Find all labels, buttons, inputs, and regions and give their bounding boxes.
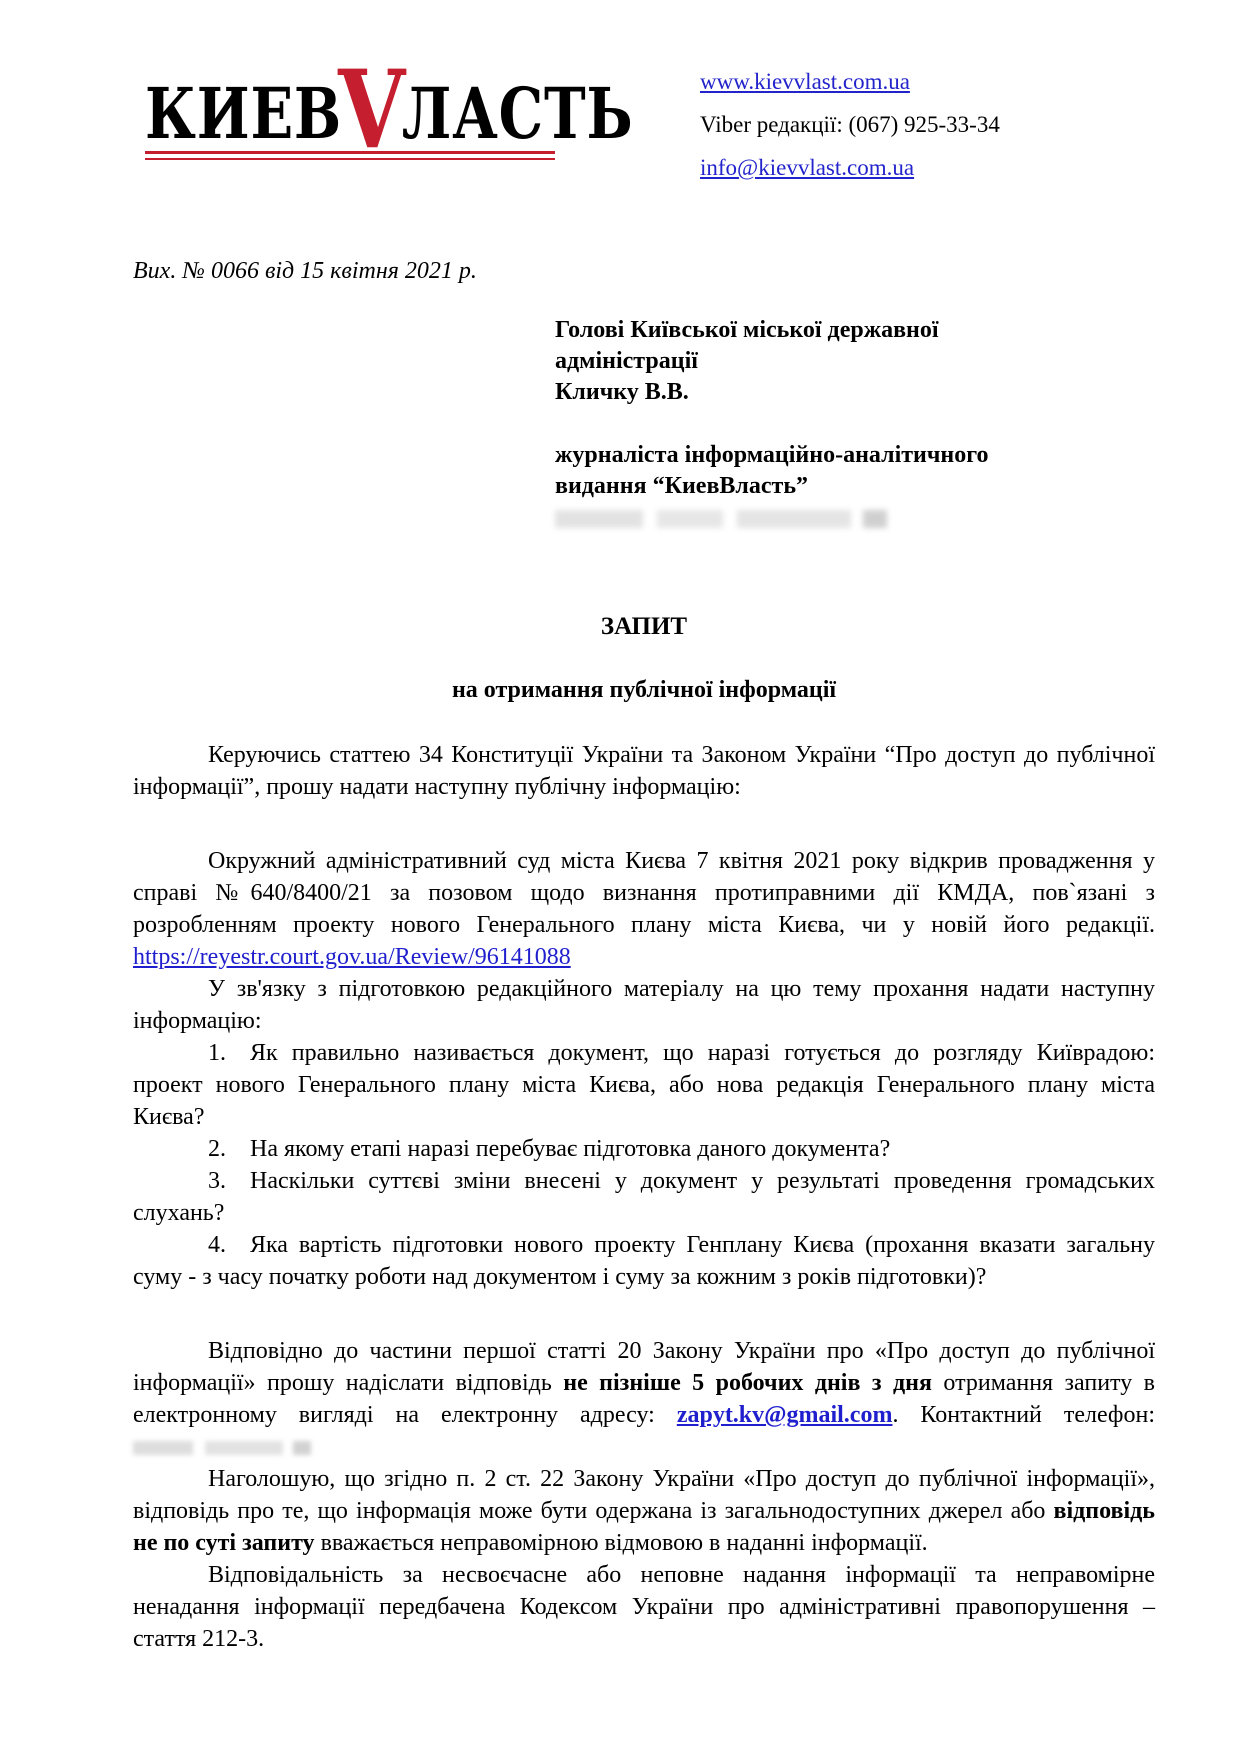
item-text: Наскільки суттєві зміни внесені у документ у результаті проведення громадських слухань? [133,1168,1155,1226]
improper-refusal-paragraph [133,1463,1155,1559]
outgoing-ref-line: Вих. № 0066 від 15 квітня 2021 р. [133,258,477,284]
addressee-to-line2: адміністрації [555,348,698,374]
item-number: 3. [208,1168,226,1194]
sender-role-line2: видання “КиевВласть” [555,473,809,499]
refusal-bold: відповідь не по суті запиту [133,1498,1155,1556]
court-case-text: Окружний адміністративний суд міста Києва 7 квітня 2021 року відкрив провадження у справі №640/8400/21 за позовом щодо визнання протиправними дії КМДА, пов`язані з розробленням проекту нового Генерального плану міста Києва, чи у новій його редакції. [133,848,1155,938]
addressee-gap [555,408,1155,440]
letterhead [0,0,1240,255]
response-email-link[interactable]: zapyt.kv@gmail.com [676,1402,893,1428]
response-deadline-paragraph [133,1335,1155,1463]
logo-part-last: ЛАСТЬ [401,72,634,155]
website-link[interactable]: www.kievvlast.com.ua [700,69,910,94]
question-item-1 [133,1037,1155,1133]
question-item-2 [133,1133,1155,1165]
court-case-paragraph [133,845,1155,973]
item-text: Як правильно називається документ, що наразі готується до розгляду Київрадою: проект нового Генерального плану міста Києва, або нова редакція Генерального плану міста Києва? [133,1040,1155,1130]
email-link[interactable]: info@kievvlast.com.ua [700,155,915,180]
deadline-text-1: Відповідно до частини першої статті 20 Закону України про «Про доступ до публічної інформації» прошу надіслати відповідь [133,1338,1155,1396]
document-subtitle: на отримання публічної інформації [451,677,837,703]
addressee-block [555,315,1155,528]
logo-wordmark [145,47,634,173]
court-register-link[interactable]: https://reyestr.court.gov.ua/Review/96141088 [133,944,571,970]
document-title: ЗАПИТ [600,613,688,640]
contact-block [700,60,1000,189]
question-item-3 [133,1165,1155,1229]
viber-phone-line: Viber редакції: (067) 925-33-34 [700,112,1000,137]
redacted-journalist-name [555,510,1035,528]
refusal-text-2: вважається неправомірною відмовою в наданні інформації. [314,1530,928,1556]
logo-red-v-icon: V [338,47,406,173]
item-text: Яка вартість підготовки нового проекту Генплану Києва (прохання вказати загальну суму - з часу початку роботи над документом і суму за кожним з років підготовки)? [133,1232,1155,1290]
refusal-text-1: Наголошую, що згідно п. 2 ст. 22 Закону України «Про доступ до публічної інформації», відповідь про те, що інформація може бути одержана із загальнодоступних джерел або [133,1466,1155,1524]
kievvlast-logo [145,47,634,173]
letter-content [133,255,1155,1655]
item-text: На якому етапі наразі перебуває підготовка даного документа? [250,1136,891,1162]
legal-basis-paragraph: Керуючись статтею 34 Конституції України та Законом України “Про доступ до публічної інформації”, прошу надати наступну публічну інформацію: [133,742,1155,800]
deadline-text-2: отримання запиту в електронному вигляді на електронну адресу: [133,1370,1155,1428]
redacted-contact-phone [133,1441,323,1455]
question-item-4 [133,1229,1155,1293]
logo-part-kiev: КИЕВ [145,72,343,155]
item-number: 1. [208,1040,226,1066]
contact-phone-label: . Контактний телефон: [892,1402,1155,1428]
sender-role-line1: журналіста інформаційно-аналітичного [555,442,989,468]
deadline-bold: не пізніше 5 робочих днів з дня [563,1370,932,1396]
addressee-to-line3: Кличку В.В. [555,379,689,405]
editorial-context-paragraph: У зв'язку з підготовкою редакційного матеріалу на цю тему прохання надати наступну інформацію: [133,976,1155,1034]
item-number: 2. [208,1136,226,1162]
item-number: 4. [208,1232,226,1258]
letter-body [133,739,1155,1655]
addressee-to-line1: Голові Київської міської державної [555,317,939,343]
liability-paragraph: Відповідальність за несвоєчасне або неповне надання інформації та неправомірне ненадання інформації передбачена Кодексом України про адміністративні правопорушення – стаття 212-3. [133,1562,1155,1652]
